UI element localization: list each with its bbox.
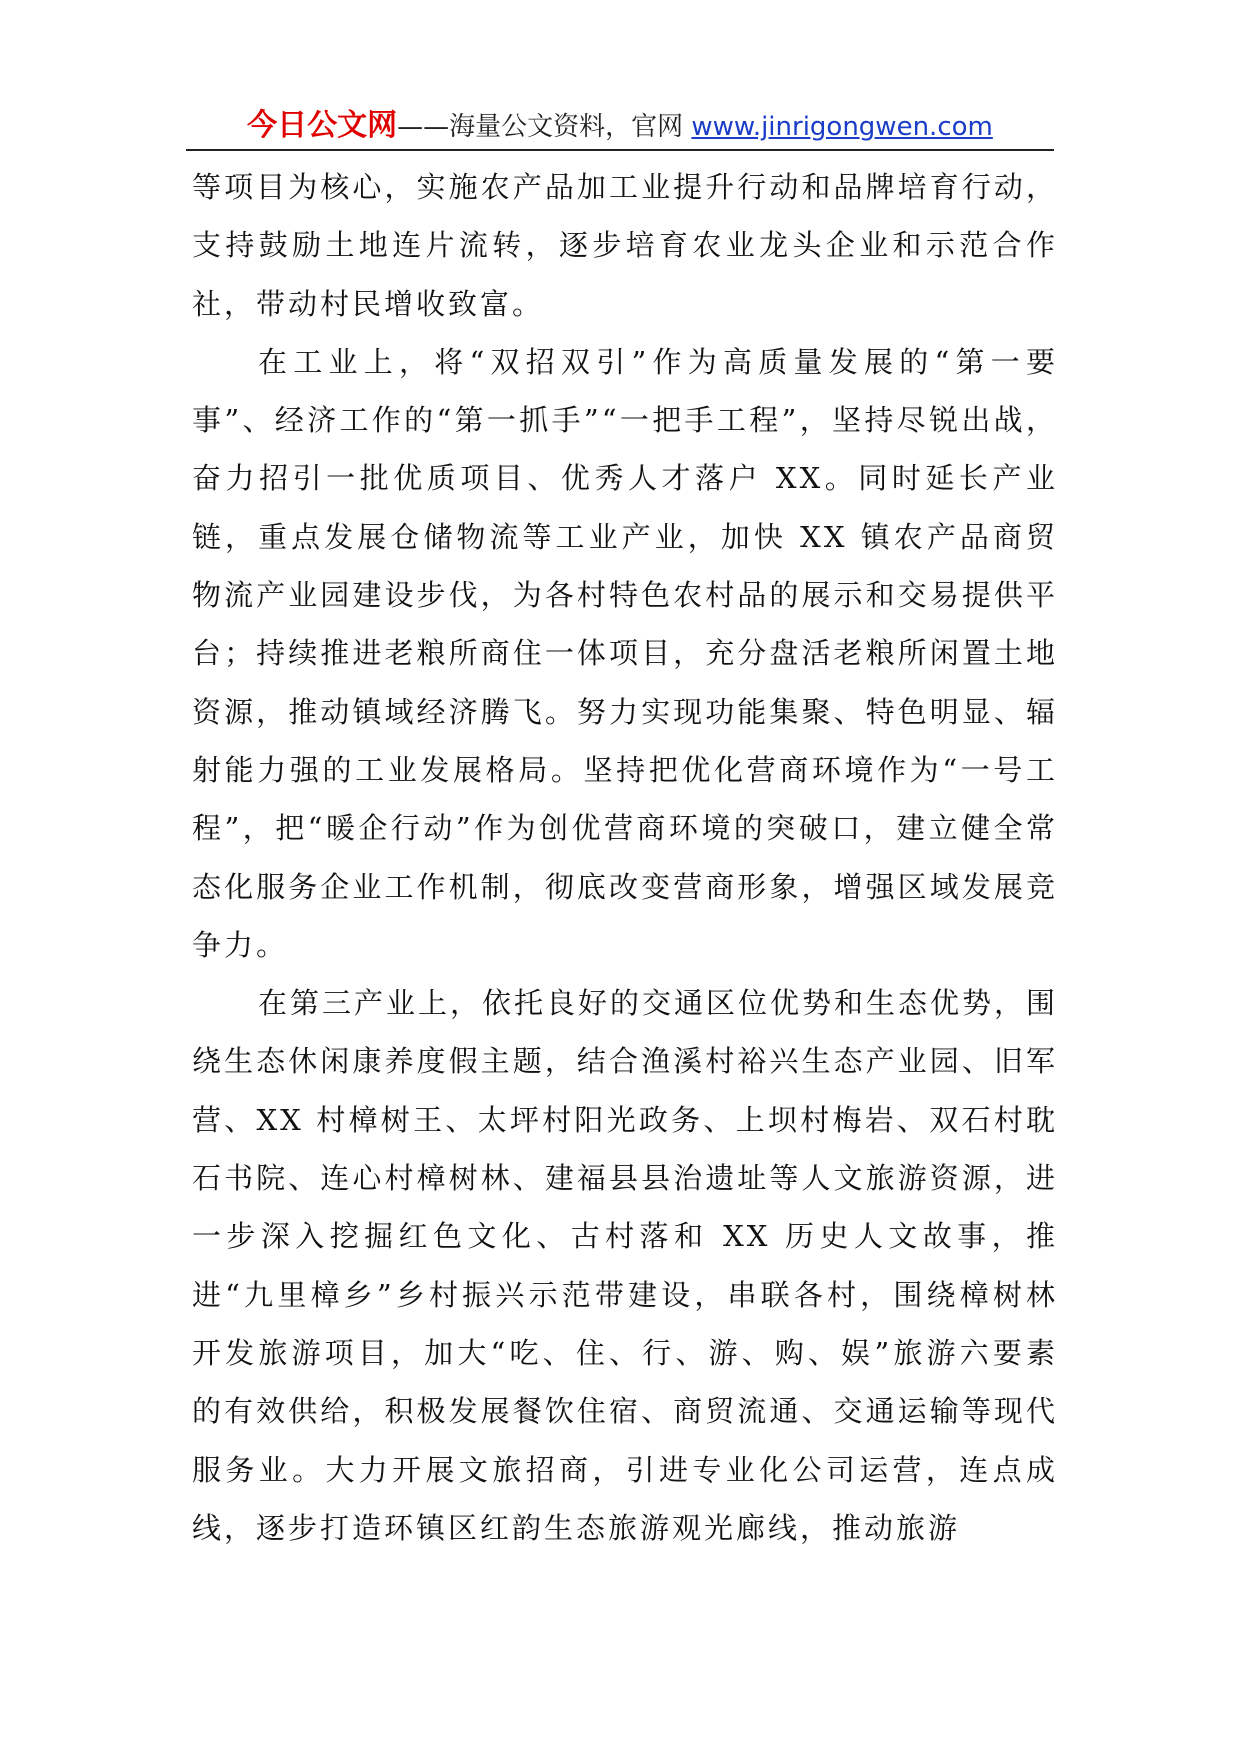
brand-name: 今日公文网 — [247, 108, 398, 143]
header-separator: —— — [397, 112, 450, 142]
paragraph-continuation: 等项目为核心，实施农产品加工业提升行动和品牌培育行动，支持鼓励土地连片流转，逐步培育农业龙头企业和示范合作社，带动村民增收致富。 — [192, 170, 1058, 321]
paragraph-industry: 在工业上，将“双招双引”作为高质量发展的“第一要事”、经济工作的“第一抓手”“一把手工程”，坚持尽锐出战，奋力招引一批优质项目、优秀人才落户 XX。同时延长产业链，重点发展仓储物流等工业产业，加快 XX 镇农产品商贸物流产业园建设步伐，为各村特色农村品的展示和交易提供平台；持续推进老粮所商住一体项目，充分盘活老粮所闲置土地资源，推动镇域经济腾飞。努力实现功能集聚、特色明显、辐射能力强的工业发展格局。坚持把优化营商环境作为“一号工程”，把“暖企行动”作为创优营商环境的突破口，建立健全常态化服务企业工作机制，彻底改变营商形象，增强区域发展竞争力。 — [192, 344, 1058, 962]
header-tagline: 海量公文资料，官网 — [449, 112, 692, 142]
header-divider — [186, 149, 1054, 151]
paragraph-tertiary-industry: 在第三产业上，依托良好的交通区位优势和生态优势，围绕生态休闲康养度假主题，结合渔溪村裕兴生态产业园、旧军营、XX 村樟树王、太坪村阳光政务、上坝村梅岩、双石村耽石书院、连心村樟树林、建福县县治遗址等人文旅游资源，进一步深入挖掘红色文化、古村落和 XX 历史人文故事，推进“九里樟乡”乡村振兴示范带建设，串联各村，围绕樟树林开发旅游项目，加大“吃、住、行、游、购、娱”旅游六要素的有效供给，积极发展餐饮住宿、商贸流通、交通运输等现代服务业。大力开展文旅招商，引进专业化公司运营，连点成线，逐步打造环镇区红韵生态旅游观光廊线，推动旅游 — [192, 986, 1059, 1545]
website-link[interactable]: www.jinrigongwen.com — [691, 112, 993, 142]
document-body — [192, 158, 1058, 1557]
page-header — [186, 104, 1054, 148]
